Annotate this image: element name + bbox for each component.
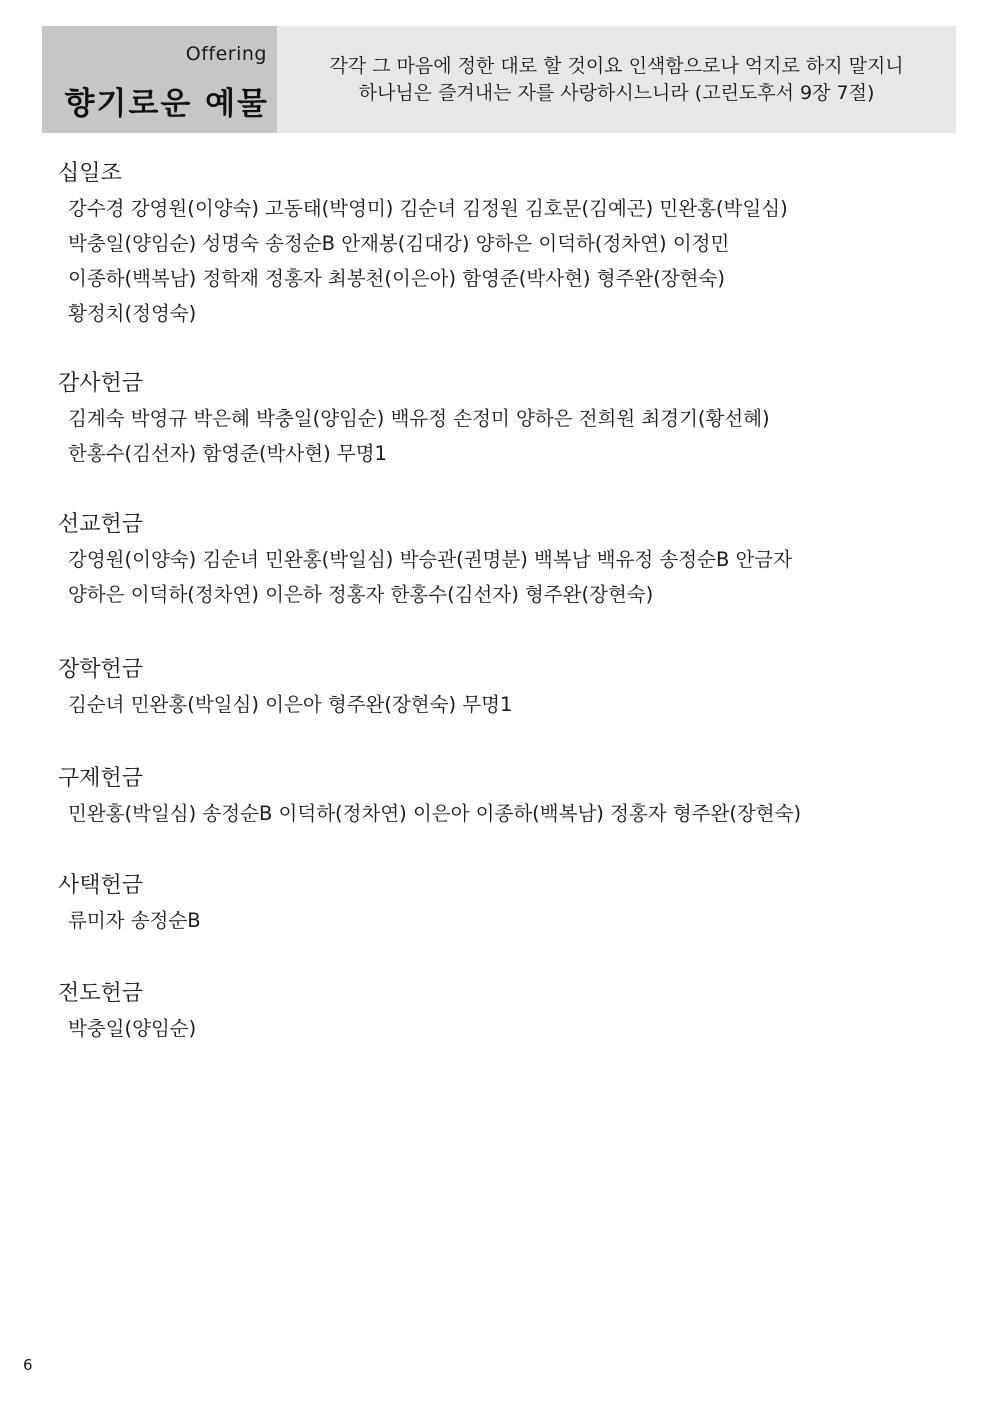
section-title: 선교헌금 xyxy=(58,512,144,537)
header-korean-title: 향기로운 예물 xyxy=(64,86,269,122)
donor-line: 류미자 송정순B xyxy=(68,909,201,932)
page-number: 6 xyxy=(23,1356,33,1374)
section-title: 감사헌금 xyxy=(58,371,144,396)
section-evangelism-offering xyxy=(58,977,938,1046)
donor-line: 강영원(이양숙) 김순녀 민완홍(박일심) 박승관(권명분) 백복남 백유정 송정순B 안금자 xyxy=(68,548,793,571)
verse-line-1: 각각 그 마음에 정한 대로 할 것이요 인색함으로나 억지로 하지 말지니 xyxy=(329,54,904,77)
donor-line: 황정치(정영숙) xyxy=(68,302,197,325)
section-title: 십일조 xyxy=(58,161,122,186)
section-scholarship-offering xyxy=(58,653,938,722)
donor-line: 김계숙 박영규 박은혜 박충일(양임순) 백유정 손정미 양하은 전희원 최경기(황선혜) xyxy=(68,407,770,430)
donor-line: 한홍수(김선자) 함영준(박사현) 무명1 xyxy=(68,442,387,465)
donor-line: 민완홍(박일심) 송정순B 이덕하(정차연) 이은아 이종하(백복남) 정홍자 형주완(장현숙) xyxy=(68,802,802,825)
section-tithe xyxy=(58,157,938,331)
section-title: 전도헌금 xyxy=(58,981,144,1006)
header-bible-verse xyxy=(277,26,956,133)
donor-line: 이종하(백복남) 정학재 정홍자 최봉천(이은아) 함영준(박사현) 형주완(장현숙) xyxy=(68,267,725,290)
donor-line: 박충일(양임순) 성명숙 송정순B 안재봉(김대강) 양하은 이덕하(정차연) 이정민 xyxy=(68,232,730,255)
section-title: 사택헌금 xyxy=(58,873,144,898)
section-mission-offering xyxy=(58,508,938,612)
section-parsonage-offering xyxy=(58,869,938,938)
donor-line: 양하은 이덕하(정차연) 이은하 정홍자 한홍수(김선자) 형주완(장현숙) xyxy=(68,583,654,606)
donor-line: 박충일(양임순) xyxy=(68,1017,197,1040)
header-title-box xyxy=(42,26,277,133)
section-relief-offering xyxy=(58,762,938,831)
section-thanksgiving-offering xyxy=(58,367,938,471)
section-title: 장학헌금 xyxy=(58,657,144,682)
page-header xyxy=(42,26,956,133)
donor-line: 김순녀 민완홍(박일심) 이은아 형주완(장현숙) 무명1 xyxy=(68,693,513,716)
header-english-title: Offering xyxy=(185,43,267,65)
verse-line-2: 하나님은 즐겨내는 자를 사랑하시느니라 (고린도후서 9장 7절) xyxy=(358,81,875,104)
section-title: 구제헌금 xyxy=(58,766,144,791)
donor-line: 강수경 강영원(이양숙) 고동태(박영미) 김순녀 김정원 김호문(김예곤) 민완홍(박일심) xyxy=(68,197,788,220)
